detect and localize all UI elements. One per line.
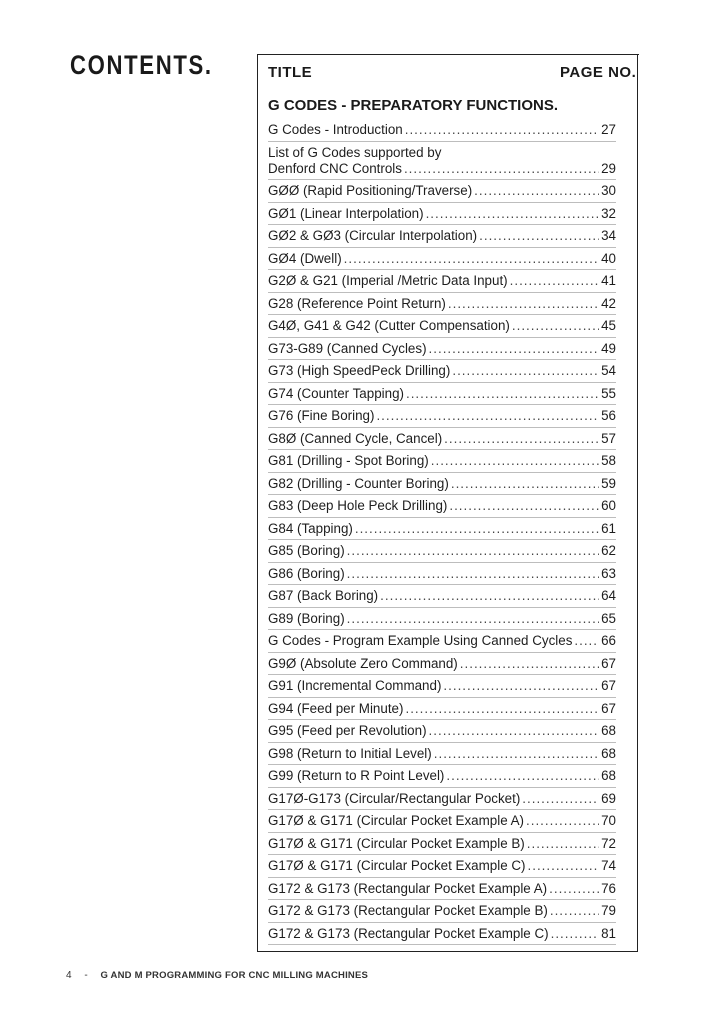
toc-entry[interactable]	[268, 698, 616, 721]
toc-entry-page-number: 61	[601, 520, 616, 536]
toc-entry-line	[268, 926, 616, 942]
footer-separator: -	[84, 970, 88, 981]
toc-entry-page-number: 56	[601, 408, 616, 423]
toc-entry-title: G17Ø & G171 (Circular Pocket Example B)	[268, 835, 525, 851]
toc-entry-page-number: 68	[601, 745, 616, 761]
dot-leader	[528, 858, 600, 874]
toc-entry-page-number: 29	[601, 160, 616, 176]
toc-entry-title: G8Ø (Canned Cycle, Cancel)	[268, 430, 443, 446]
toc-entry-line	[268, 431, 616, 447]
dot-leader	[347, 566, 599, 582]
toc-entry[interactable]	[268, 878, 616, 901]
toc-entry[interactable]	[268, 315, 616, 338]
toc-entry-page-number: 64	[601, 588, 616, 603]
dot-leader	[451, 476, 599, 492]
dot-leader	[429, 723, 600, 739]
toc-entry-page-number: 66	[601, 633, 616, 648]
toc-entry-page-number: 32	[601, 205, 616, 221]
toc-entry-line	[268, 588, 616, 604]
toc-entry-page-number: 81	[601, 925, 616, 941]
toc-entry-title: G2Ø & G21 (Imperial /Metric Data Input)	[268, 273, 508, 288]
toc-entry[interactable]	[268, 765, 616, 788]
toc-entry[interactable]	[268, 450, 616, 473]
toc-entry-page-number: 68	[601, 723, 616, 738]
toc-entry-page-number: 41	[601, 273, 616, 288]
dot-leader	[452, 363, 599, 379]
toc-entry-page-number: 68	[601, 768, 616, 783]
dot-leader	[431, 453, 599, 469]
dot-leader	[405, 122, 599, 138]
toc-entry[interactable]	[268, 473, 616, 496]
toc-entry[interactable]	[268, 743, 616, 766]
toc-entry-title: GØØ (Rapid Positioning/Traverse)	[268, 183, 473, 198]
toc-entry-line	[268, 183, 616, 199]
toc-entry[interactable]	[268, 675, 616, 698]
toc-entry-title: GØ4 (Dwell)	[268, 250, 342, 266]
toc-entry-title: G87 (Back Boring)	[268, 588, 379, 603]
toc-entry-line	[268, 858, 616, 874]
page-footer	[66, 970, 368, 981]
toc-entry-page-number: 42	[601, 295, 616, 311]
toc-entry[interactable]	[268, 630, 616, 653]
toc-entry-line	[268, 476, 616, 492]
toc-entry-line	[268, 566, 616, 582]
toc-entry-title: GØ2 & GØ3 (Circular Interpolation)	[268, 228, 478, 243]
toc-entry[interactable]	[268, 338, 616, 361]
toc-entry[interactable]	[268, 923, 616, 946]
toc-entry-title: G4Ø, G41 & G42 (Cutter Compensation)	[268, 318, 510, 333]
toc-entry-title: G99 (Return to R Point Level)	[268, 768, 445, 783]
toc-entry-line	[268, 611, 616, 627]
toc-entry[interactable]	[268, 720, 616, 743]
toc-entry-page-number: 67	[601, 655, 616, 671]
toc-entry-line	[268, 768, 616, 784]
dot-leader	[479, 228, 599, 244]
footer-book-title: G AND M PROGRAMMING FOR CNC MILLING MACHINES	[100, 970, 369, 981]
toc-entry[interactable]	[268, 518, 616, 541]
toc-entry[interactable]	[268, 270, 616, 293]
toc-entry-line	[268, 318, 616, 334]
toc-entry-line	[268, 296, 616, 312]
toc-entry-line	[268, 161, 616, 177]
toc-entry-line	[268, 453, 616, 469]
toc-entry-line	[268, 678, 616, 694]
toc-entry-line	[268, 791, 616, 807]
dot-leader	[549, 881, 599, 897]
toc-entry-title: G73-G89 (Canned Cycles)	[268, 340, 427, 356]
toc-entry[interactable]	[268, 119, 616, 142]
section-heading: G CODES - PREPARATORY FUNCTIONS.	[268, 97, 559, 114]
toc-entry[interactable]	[268, 203, 616, 226]
dot-leader	[434, 746, 599, 762]
toc-entry-title: G9Ø (Absolute Zero Command)	[268, 655, 458, 671]
dot-leader	[347, 611, 599, 627]
toc-entry-page-number: 45	[601, 318, 616, 333]
toc-entry-page-number: 67	[601, 700, 616, 716]
dot-leader	[405, 701, 599, 717]
dot-leader	[527, 836, 599, 852]
dot-leader	[551, 926, 599, 942]
toc-entry-line	[268, 521, 616, 537]
toc-entry-title: G95 (Feed per Revolution)	[268, 723, 427, 738]
toc-entry[interactable]	[268, 585, 616, 608]
toc-entry-page-number: 67	[601, 678, 616, 693]
contents-list	[268, 119, 616, 945]
toc-entry-page-number: 76	[601, 880, 616, 896]
toc-entry-line	[268, 363, 616, 379]
toc-entry-title: G Codes - Introduction	[268, 122, 403, 137]
toc-entry-title: G17Ø & G171 (Circular Pocket Example C)	[268, 858, 526, 873]
toc-entry[interactable]	[268, 428, 616, 451]
dot-leader	[474, 183, 599, 199]
toc-entry-page-number: 58	[601, 453, 616, 468]
toc-entry-title: G82 (Drilling - Counter Boring)	[268, 475, 449, 491]
toc-entry-title: G91 (Incremental Command)	[268, 678, 442, 693]
dot-leader	[347, 543, 599, 559]
toc-entry-line	[268, 836, 616, 852]
toc-entry-page-number: 79	[601, 903, 616, 918]
toc-entry-line	[268, 723, 616, 739]
dot-leader	[574, 633, 599, 649]
toc-entry-title: G172 & G173 (Rectangular Pocket Example A)	[268, 880, 548, 896]
dot-leader	[449, 498, 599, 514]
dot-leader	[448, 296, 599, 312]
toc-entry-title: G98 (Return to Initial Level)	[268, 745, 432, 761]
toc-entry[interactable]	[268, 405, 616, 428]
toc-entry-title: GØ1 (Linear Interpolation)	[268, 205, 424, 221]
toc-entry[interactable]	[268, 833, 616, 856]
toc-entry-title: G86 (Boring)	[268, 565, 345, 581]
dot-leader	[429, 341, 600, 357]
toc-entry-title: G73 (High SpeedPeck Drilling)	[268, 363, 451, 378]
toc-entry-line	[268, 656, 616, 672]
toc-entry-title: G172 & G173 (Rectangular Pocket Example C)	[268, 925, 549, 941]
toc-entry[interactable]	[268, 293, 616, 316]
toc-entry[interactable]	[268, 855, 616, 878]
dot-leader	[522, 791, 599, 807]
toc-entry-title: G94 (Feed per Minute)	[268, 700, 404, 716]
toc-entry-title: G89 (Boring)	[268, 610, 345, 626]
toc-entry-line	[268, 408, 616, 424]
toc-entry-page-number: 34	[601, 228, 616, 243]
toc-entry-title-line1: List of G Codes supported by	[268, 144, 442, 160]
dot-leader	[406, 386, 599, 402]
dot-leader	[404, 161, 599, 177]
toc-entry[interactable]	[268, 788, 616, 811]
toc-entry-line	[268, 903, 616, 919]
toc-entry-title: G84 (Tapping)	[268, 520, 353, 536]
toc-entry-page-number: 72	[601, 835, 616, 851]
toc-entry[interactable]	[268, 360, 616, 383]
toc-entry-page-number: 49	[601, 340, 616, 356]
toc-entry-title: G81 (Drilling - Spot Boring)	[268, 453, 429, 468]
dot-leader	[460, 656, 599, 672]
toc-entry[interactable]	[268, 225, 616, 248]
dot-leader	[355, 521, 599, 537]
footer-page-number: 4	[66, 970, 72, 981]
toc-entry[interactable]	[268, 383, 616, 406]
toc-entry[interactable]	[268, 900, 616, 923]
toc-entry-line	[268, 633, 616, 649]
toc-entry[interactable]	[268, 810, 616, 833]
toc-entry-page-number: 60	[601, 498, 616, 513]
toc-entry-page-number: 55	[601, 385, 616, 401]
toc-entry-page-number: 30	[601, 183, 616, 198]
toc-entry-line	[268, 206, 616, 222]
page-title: CONTENTS.	[70, 50, 213, 80]
toc-entry-line	[268, 701, 616, 717]
dot-leader	[512, 318, 599, 334]
toc-entry[interactable]	[268, 495, 616, 518]
toc-entry-title: G17Ø-G173 (Circular/Rectangular Pocket)	[268, 790, 521, 806]
dot-leader	[426, 206, 600, 222]
toc-entry[interactable]	[268, 248, 616, 271]
toc-entry-line	[268, 746, 616, 762]
toc-entry[interactable]	[268, 563, 616, 586]
dot-leader	[446, 768, 599, 784]
toc-entry-title: G76 (Fine Boring)	[268, 408, 375, 423]
toc-entry-line	[268, 881, 616, 897]
toc-entry-title: G85 (Boring)	[268, 543, 345, 558]
toc-entry-line	[268, 122, 616, 138]
dot-leader	[344, 251, 599, 267]
toc-entry-page-number: 69	[601, 790, 616, 806]
toc-entry-page-number: 57	[601, 430, 616, 446]
toc-entry-page-number: 63	[601, 565, 616, 581]
toc-entry-page-number: 65	[601, 610, 616, 626]
dot-leader	[526, 813, 599, 829]
toc-entry[interactable]	[268, 608, 616, 631]
dot-leader	[443, 678, 599, 694]
dot-leader	[380, 588, 599, 604]
toc-entry-line	[268, 813, 616, 829]
title-column-header: TITLE	[268, 64, 313, 81]
toc-entry[interactable]	[268, 180, 616, 203]
toc-entry-title: G17Ø & G171 (Circular Pocket Example A)	[268, 813, 525, 828]
toc-entry-line	[268, 386, 616, 402]
toc-entry[interactable]	[268, 540, 616, 563]
toc-entry-line	[268, 543, 616, 559]
page-number-column-header: PAGE NO.	[560, 64, 637, 81]
toc-entry-page-number: 40	[601, 250, 616, 266]
toc-entry-title: G74 (Counter Tapping)	[268, 385, 404, 401]
dot-leader	[376, 408, 599, 424]
toc-entry-title: G28 (Reference Point Return)	[268, 295, 446, 311]
dot-leader	[510, 273, 599, 289]
toc-entry-title: G172 & G173 (Rectangular Pocket Example B)	[268, 903, 548, 918]
toc-entry-page-number: 70	[601, 813, 616, 828]
toc-entry-page-number: 59	[601, 475, 616, 491]
toc-entry-line	[268, 251, 616, 267]
dot-leader	[550, 903, 599, 919]
toc-entry-page-number: 62	[601, 543, 616, 558]
toc-entry-line	[268, 498, 616, 514]
toc-entry[interactable]	[268, 653, 616, 676]
toc-entry-page-number: 27	[601, 122, 616, 137]
toc-entry-page-number: 54	[601, 363, 616, 378]
toc-entry-line	[268, 228, 616, 244]
dot-leader	[444, 431, 599, 447]
toc-entry-title: G Codes - Program Example Using Canned Cycles	[268, 633, 573, 648]
toc-entry-line	[268, 341, 616, 357]
toc-entry[interactable]	[268, 142, 616, 181]
toc-entry-title: G83 (Deep Hole Peck Drilling)	[268, 498, 448, 513]
toc-entry-title: Denford CNC Controls	[268, 160, 402, 176]
toc-entry-line	[268, 273, 616, 289]
toc-entry-page-number: 74	[601, 858, 616, 873]
